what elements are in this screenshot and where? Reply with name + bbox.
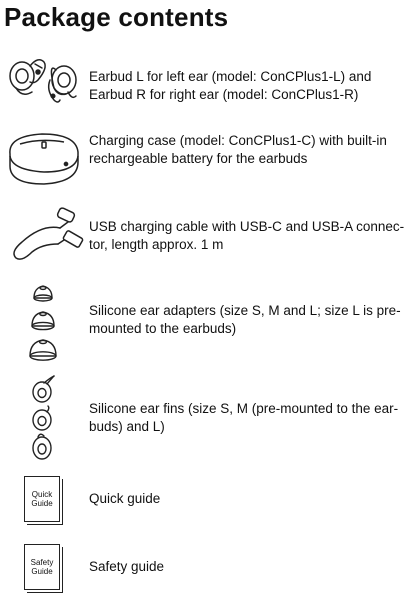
item-description: Quick guide xyxy=(89,491,161,506)
ear-fins-icon xyxy=(28,374,58,462)
list-item-safety-guide xyxy=(0,544,416,592)
safety-guide-booklet xyxy=(24,544,60,590)
usb-cable-icon xyxy=(2,206,86,264)
item-description: Silicone ear adapters (size S, M and L; size L is premounted to the earbuds) xyxy=(89,303,401,336)
item-description: Earbud L for left ear (model: ConCPlus1-L) and Earbud R for right ear (model: ConCPlus1-R) xyxy=(89,69,372,102)
earbuds-icon xyxy=(2,50,86,108)
charging-case-icon xyxy=(2,126,84,190)
list-item-usb-cable xyxy=(0,206,416,266)
item-description: USB charging cable with USB-C and USB-A connector, length approx. 1 m xyxy=(89,219,405,252)
ear-adapters-icon xyxy=(26,280,60,364)
list-item-ear-fins xyxy=(0,374,416,464)
doc-label-line1: Safety xyxy=(30,558,54,567)
list-item-charging-case xyxy=(0,126,416,192)
list-item-ear-adapters xyxy=(0,280,416,364)
page-title: Package contents xyxy=(4,2,229,32)
item-description: Charging case (model: ConCPlus1-C) with built-in rechargeable battery for the earbuds xyxy=(89,133,387,166)
list-item-earbuds xyxy=(0,50,416,110)
item-description: Silicone ear fins (size S, M (pre-mounted to the earbuds) and L) xyxy=(89,401,399,434)
quick-guide-booklet xyxy=(24,476,60,522)
doc-label-line2: Guide xyxy=(31,499,53,508)
doc-label-line2: Guide xyxy=(31,567,53,576)
list-item-quick-guide xyxy=(0,476,416,524)
quick-guide-icon xyxy=(24,476,60,522)
item-description: Safety guide xyxy=(89,559,165,574)
safety-guide-icon xyxy=(24,544,60,590)
doc-label-line1: Quick xyxy=(31,490,53,499)
